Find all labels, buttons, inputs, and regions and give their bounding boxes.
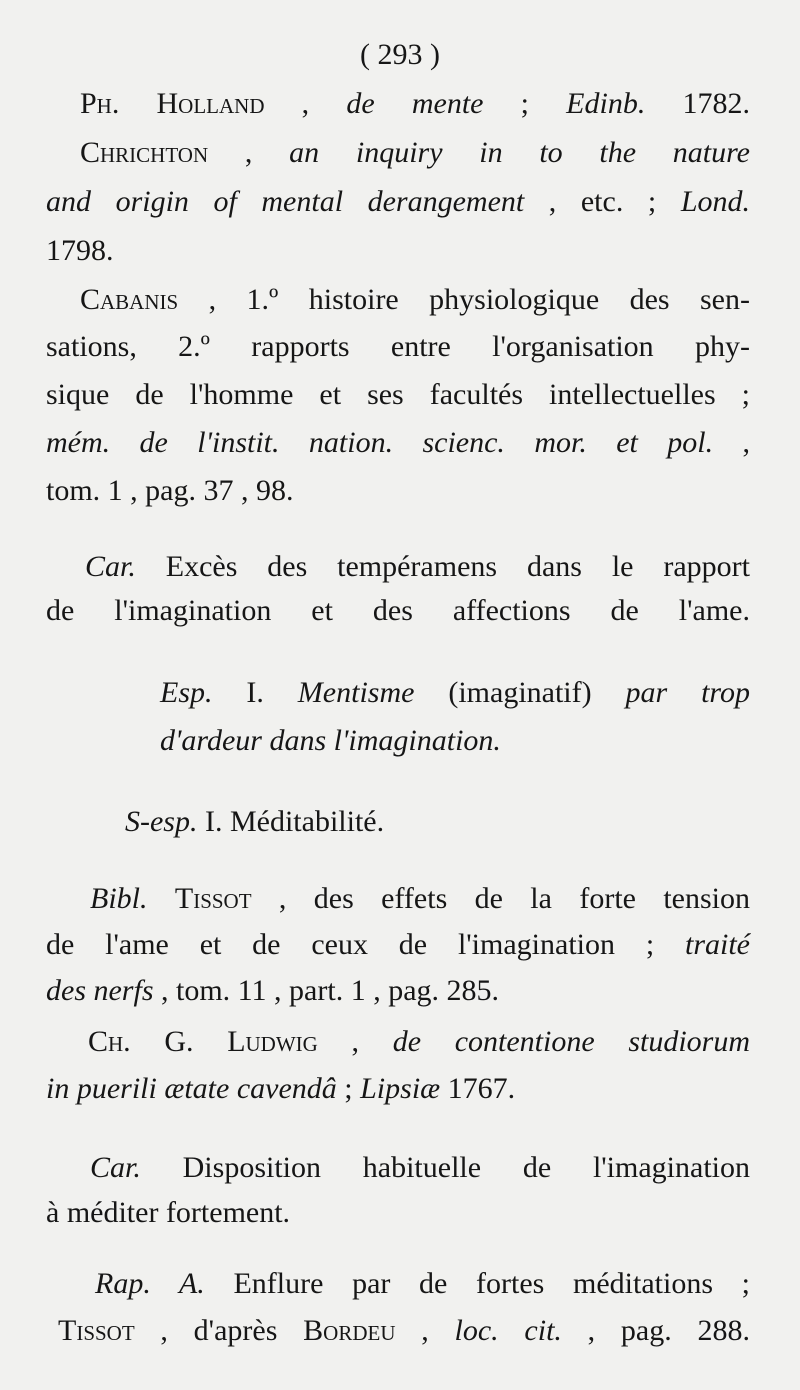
text-segment: in puerili ætate cavendâ	[46, 1072, 337, 1105]
text-segment: ,	[317, 1025, 393, 1058]
text-segment: loc. cit.	[454, 1314, 562, 1347]
text-segment: (imaginatif)	[414, 676, 626, 709]
text-segment: ,	[264, 87, 347, 120]
text-segment: Disposition habituelle de l'imagination	[140, 1151, 750, 1184]
text-segment: , pag. 288.	[561, 1314, 751, 1347]
text-segment: Esp.	[160, 676, 213, 709]
text-segment: mém. de l'instit. nation. scienc. mor. et pol.	[46, 426, 714, 459]
text-line	[88, 1023, 750, 1061]
text-line	[46, 926, 750, 964]
text-line	[125, 803, 750, 841]
text-segment: de l'ame et de ceux de l'imagination ;	[46, 928, 685, 961]
text-segment: , des effets de la forte tension	[251, 882, 750, 915]
text-segment: Bibl.	[90, 882, 148, 915]
text-segment: ;	[483, 87, 567, 120]
text-segment: I.	[212, 676, 298, 709]
text-line	[46, 328, 750, 366]
text-segment: Enflure par de fortes méditations ;	[204, 1267, 750, 1300]
text-segment: 1782.	[645, 87, 751, 120]
text-segment: ;	[336, 1072, 361, 1105]
text-segment: , etc. ;	[524, 185, 681, 218]
text-segment: 1767.	[440, 1072, 516, 1105]
page-number: ( 293 )	[360, 38, 440, 71]
text-line	[58, 1312, 750, 1350]
text-segment: traité	[685, 928, 750, 961]
text-segment: Tissot	[174, 882, 252, 915]
text-segment: d'ardeur dans l'imagination.	[160, 724, 501, 757]
text-line	[46, 376, 750, 414]
text-segment: ,	[395, 1314, 455, 1347]
text-segment: Rap. A.	[95, 1267, 205, 1300]
text-line	[46, 972, 750, 1010]
text-segment: ,	[713, 426, 751, 459]
text-segment: sations, 2.º rapports entre l'organisation phy-	[46, 330, 750, 363]
text-segment: sique de l'homme et ses facultés intellectuelles ;	[46, 378, 750, 411]
text-segment: Ch. G. Ludwig	[88, 1025, 318, 1058]
text-segment: Bordeu	[303, 1314, 396, 1347]
text-segment: and origin of mental derangement	[46, 185, 525, 218]
text-segment: an inquiry in to the nature	[289, 136, 751, 169]
text-segment: de l'imagination et des affections de l'ame.	[46, 594, 750, 627]
text-segment: Excès des tempéramens dans le rapport	[135, 550, 750, 583]
text-segment	[148, 882, 175, 915]
text-line	[46, 1070, 750, 1108]
text-line	[46, 1194, 750, 1232]
text-segment: de contentione studiorum	[392, 1025, 751, 1058]
text-line	[46, 232, 750, 270]
text-segment: , tom. 11 , part. 1 , pag. 285.	[153, 974, 500, 1007]
text-segment: Car.	[90, 1151, 141, 1184]
text-line	[160, 722, 750, 760]
text-segment: , 1.º histoire physiologique des sen-	[178, 283, 750, 316]
text-line	[46, 592, 750, 630]
text-segment: à méditer fortement.	[46, 1196, 291, 1229]
text-segment: Edinb.	[566, 87, 646, 120]
text-line	[95, 1265, 750, 1303]
text-segment: ,	[208, 136, 290, 169]
text-line	[80, 281, 750, 319]
text-segment: Lipsiæ	[360, 1072, 441, 1105]
text-line	[80, 85, 750, 123]
text-line	[85, 548, 750, 586]
text-line	[46, 472, 750, 510]
text-segment: Ph. Holland	[80, 87, 265, 120]
text-line	[46, 183, 750, 221]
text-segment: Chrichton	[80, 136, 209, 169]
text-segment: Mentisme	[297, 676, 415, 709]
text-segment: tom. 1 , pag. 37 , 98.	[46, 474, 294, 507]
text-segment: Lond.	[680, 185, 750, 218]
text-segment: de mente	[346, 87, 484, 120]
text-segment: I. Méditabilité.	[197, 805, 385, 838]
text-line	[160, 674, 750, 712]
text-segment: des nerfs	[46, 974, 154, 1007]
text-segment: Tissot	[58, 1314, 135, 1347]
text-segment: par trop	[625, 676, 750, 709]
text-segment: Car.	[85, 550, 136, 583]
text-line	[90, 880, 750, 918]
text-segment: 1798.	[46, 234, 114, 267]
text-line	[80, 134, 750, 172]
text-segment: , d'après	[134, 1314, 304, 1347]
text-line	[46, 424, 750, 462]
text-segment: Cabanis	[80, 283, 179, 316]
text-segment: S-esp.	[125, 805, 198, 838]
text-line	[90, 1149, 750, 1187]
